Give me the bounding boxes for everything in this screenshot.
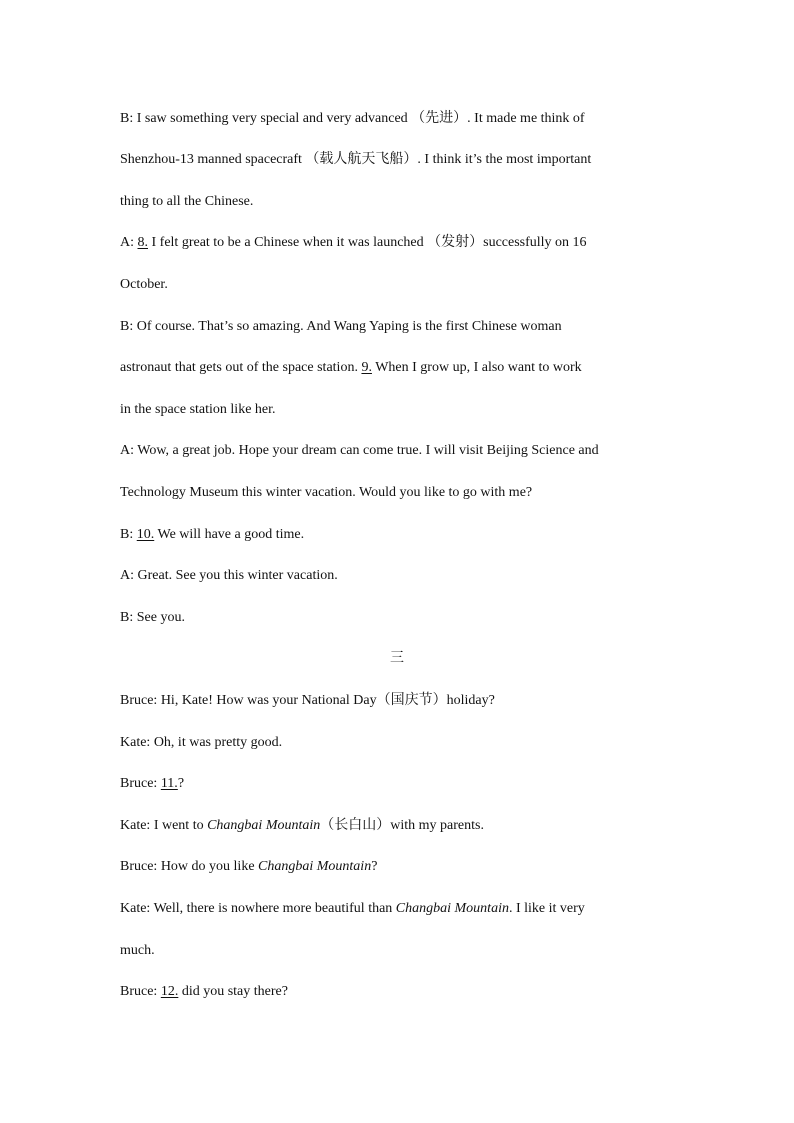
d3-line-8: [120, 983, 674, 1001]
blank-10: 10.: [136, 527, 155, 542]
place-name: Changbai Mountain: [258, 859, 372, 874]
blank-9: 9.: [361, 360, 372, 375]
speaker-prefix: A:: [120, 235, 138, 250]
speaker-prefix: Bruce:: [120, 776, 161, 791]
d3-line-6-text: . I like it very: [508, 901, 585, 916]
a2-line-2: Technology Museum this winter vacation. Would you like to go with me?: [120, 485, 533, 500]
b4-line: B: See you.: [120, 610, 185, 625]
d3-line-4: [120, 817, 674, 835]
b2-line-2-text: When I grow up, I also want to work: [371, 360, 582, 375]
blank-11: 11.: [160, 776, 178, 791]
d3-line-7: much.: [120, 943, 155, 958]
d3-line-6: [120, 900, 674, 918]
d3-line-2: Kate: Oh, it was pretty good.: [120, 735, 283, 750]
place-name: Changbai Mountain: [207, 818, 321, 833]
blank-12: 12.: [160, 984, 179, 999]
a-line-8-cont: October.: [120, 277, 168, 292]
d3-line-4-text: （长白山）with my parents.: [320, 818, 484, 833]
blank-8: 8.: [137, 235, 148, 250]
b3-line: [120, 526, 674, 544]
b-line-2: Shenzhou-13 manned spacecraft （载人航天飞船）. I think it’s the most important: [120, 152, 592, 167]
d3-line-3: [120, 775, 674, 793]
b2-line-1: B: Of course. That’s so amazing. And Wang Yaping is the first Chinese woman: [120, 319, 562, 334]
d3-line-5-text: ?: [371, 859, 378, 874]
b3-text: We will have a good time.: [154, 527, 305, 542]
a-line-8-text: I felt great to be a Chinese when it was launched （发射）successfully on 16: [148, 235, 587, 250]
b2-line-2: [120, 359, 674, 377]
a3-line: A: Great. See you this winter vacation.: [120, 568, 338, 583]
b-line-1: B: I saw something very special and very advanced （先进）. It made me think of: [120, 111, 585, 126]
d3-line-5-prefix: Bruce: How do you like: [120, 859, 259, 874]
speaker-prefix: Bruce:: [120, 984, 161, 999]
d3-line-1: Bruce: Hi, Kate! How was your National Day（国庆节）holiday?: [120, 693, 495, 708]
b-line-3: thing to all the Chinese.: [120, 194, 254, 209]
d3-line-8-text: did you stay there?: [178, 984, 288, 999]
d3-line-6-prefix: Kate: Well, there is nowhere more beautiful than: [120, 901, 396, 916]
d3-line-5: [120, 858, 674, 876]
b2-line-3: in the space station like her.: [120, 402, 276, 417]
a-line-8: [120, 234, 674, 252]
place-name: Changbai Mountain: [395, 901, 509, 916]
d3-line-3-text: ?: [177, 776, 185, 791]
speaker-prefix: B:: [120, 527, 137, 542]
d3-line-4-prefix: Kate: I went to: [120, 818, 208, 833]
section-heading: 三: [390, 651, 404, 666]
b2-line-2-prefix: astronaut that gets out of the space station.: [120, 360, 362, 375]
a2-line-1: A: Wow, a great job. Hope your dream can come true. I will visit Beijing Science and: [120, 443, 599, 458]
